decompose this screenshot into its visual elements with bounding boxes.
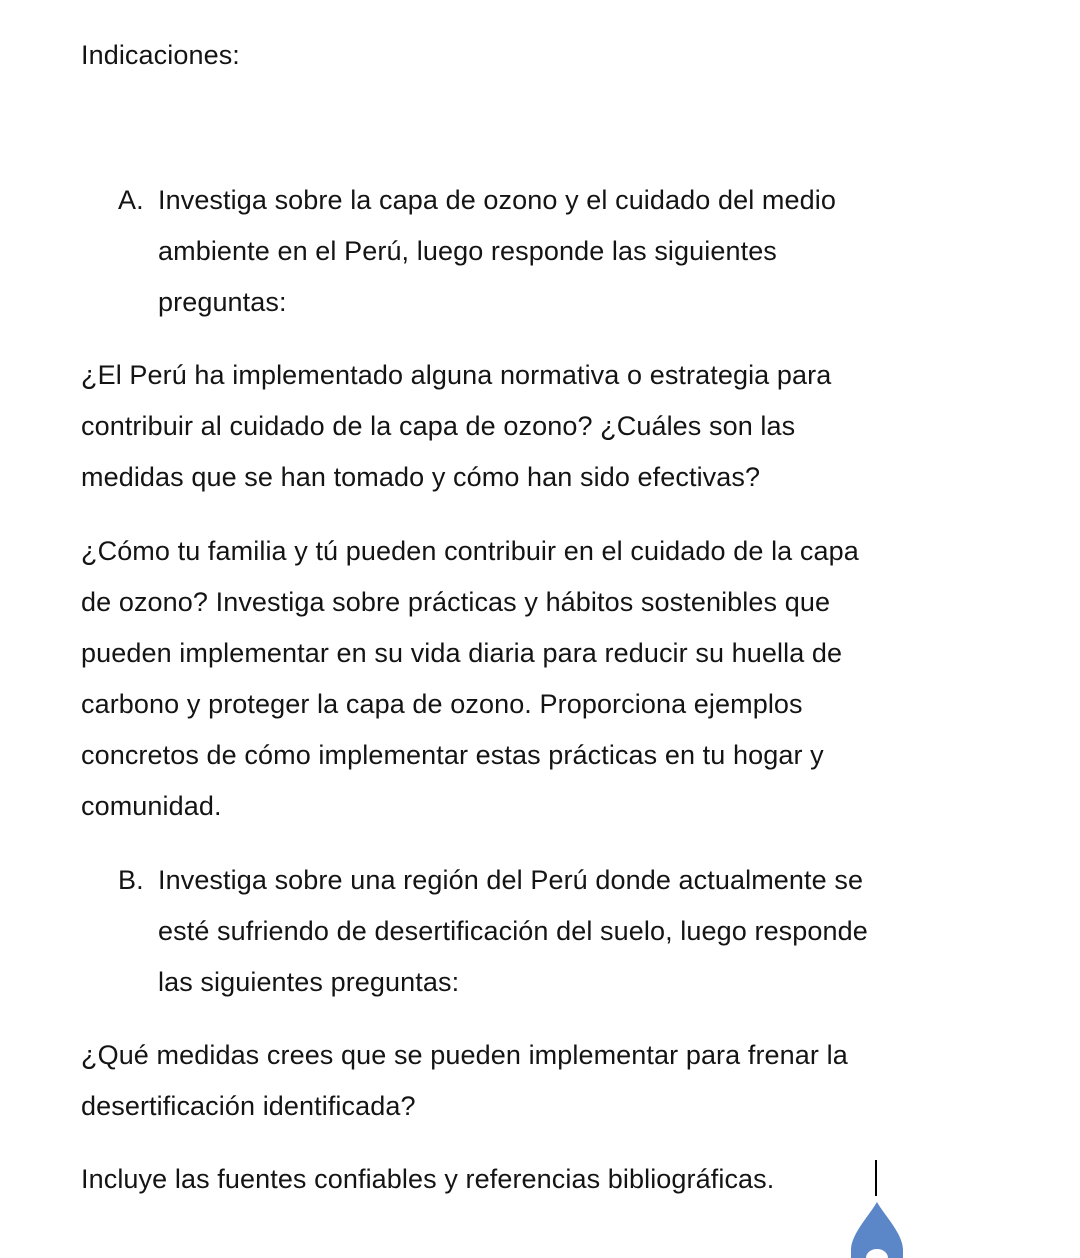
closing-line: Incluye las fuentes confiables y referencias bibliográficas. [81,1164,775,1194]
text-cursor-icon [875,1160,877,1196]
item-b-line-1: Investiga sobre una región del Perú donde actualmente se [158,865,864,895]
question-2-line-6: comunidad. [81,791,222,821]
list-marker-a: A. [118,185,144,215]
item-b-line-2: esté sufriendo de desertificación del suelo, luego responde [158,916,868,946]
selection-handle-icon[interactable] [847,1200,907,1258]
item-b-line-3: las siguientes preguntas: [158,967,460,997]
question-1-line-3: medidas que se han tomado y cómo han sido efectivas? [81,462,761,492]
question-3-line-2: desertificación identificada? [81,1091,416,1121]
item-a-line-2: ambiente en el Perú, luego responde las siguientes [158,236,777,266]
question-1-line-1: ¿El Perú ha implementado alguna normativa o estrategia para [81,360,832,390]
heading-indicaciones: Indicaciones: [81,40,240,70]
question-2-line-3: pueden implementar en su vida diaria para reducir su huella de [81,638,843,668]
list-marker-b: B. [118,865,144,895]
question-2-line-5: concretos de cómo implementar estas prácticas en tu hogar y [81,740,824,770]
question-3-line-1: ¿Qué medidas crees que se pueden implementar para frenar la [81,1040,848,1070]
question-2-line-1: ¿Cómo tu familia y tú pueden contribuir en el cuidado de la capa [81,536,859,566]
question-1-line-2: contribuir al cuidado de la capa de ozono? ¿Cuáles son las [81,411,796,441]
question-2-line-4: carbono y proteger la capa de ozono. Proporciona ejemplos [81,689,803,719]
question-2-line-2: de ozono? Investiga sobre prácticas y hábitos sostenibles que [81,587,831,617]
item-a-line-1: Investiga sobre la capa de ozono y el cuidado del medio [158,185,836,215]
item-a-line-3: preguntas: [158,287,287,317]
